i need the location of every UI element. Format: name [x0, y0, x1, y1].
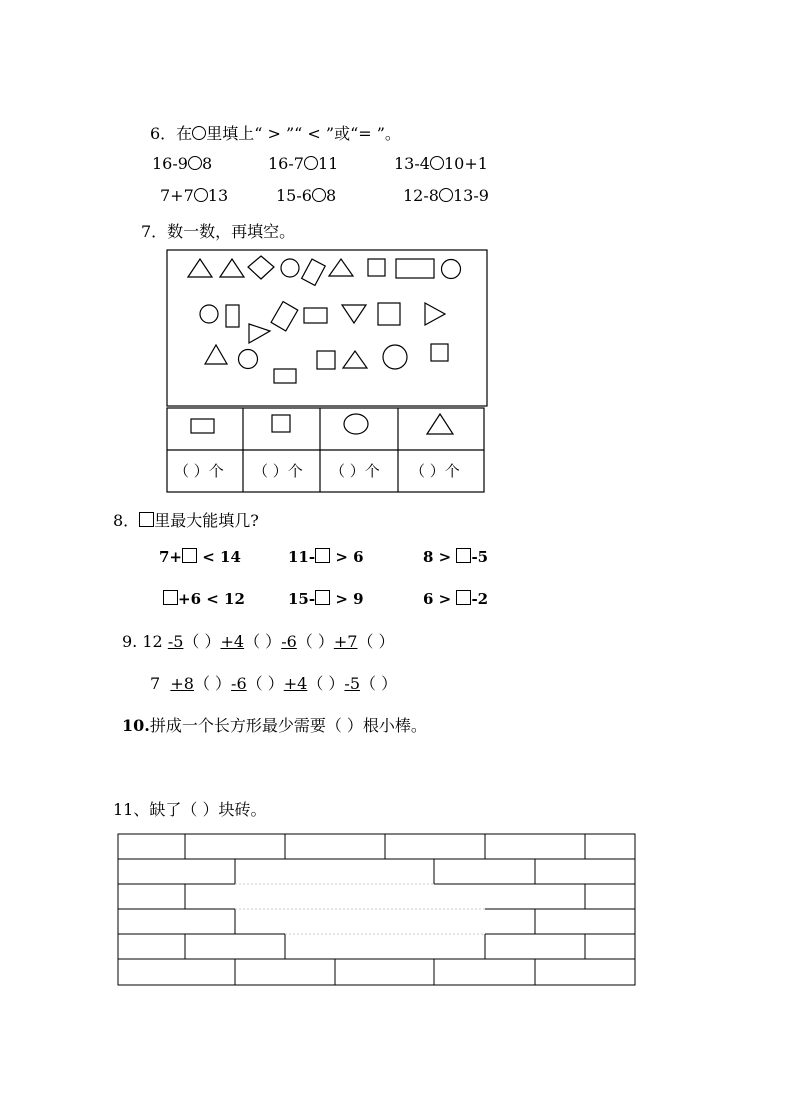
rectangle-shape — [396, 259, 434, 278]
q7-title: 7．数一数，再填空。 — [141, 222, 296, 241]
q9-start: 7 — [150, 674, 161, 693]
rectangle-shape — [226, 305, 239, 327]
q8-title-post: 里最大能填几? — [154, 511, 259, 530]
q6-title-post: 里填上“ > ”“ < ”或“= ”。 — [206, 124, 401, 143]
q9-op: -6 — [281, 632, 297, 651]
answer-box[interactable] — [182, 548, 197, 563]
square-icon — [272, 415, 290, 432]
circle-shape — [239, 350, 258, 369]
triangle-shape — [220, 259, 244, 277]
rectangle-shape — [274, 369, 296, 383]
count-blank[interactable]: （ ）个 — [330, 462, 380, 480]
q11-title: 11、缺了（ ）块砖。 — [113, 800, 267, 819]
q6-item-2: 16-7 11 — [268, 154, 339, 173]
q6-title-pre: 6．在 — [150, 124, 193, 143]
brick-wall-figure — [115, 832, 639, 988]
answer-box[interactable] — [163, 590, 178, 605]
q6-item-5: 15-6 8 — [276, 186, 337, 205]
triangle-shape — [188, 259, 212, 277]
circle-shape — [383, 345, 407, 369]
q9-blank[interactable]: （ ） — [183, 632, 221, 651]
square-shape — [378, 303, 400, 325]
answer-circle[interactable] — [194, 188, 208, 202]
q9-op: +4 — [220, 632, 245, 651]
q8-item-1: 7+ < 14 — [159, 548, 241, 566]
circle-shape — [281, 259, 299, 277]
count-blank[interactable]: （ ）个 — [174, 462, 224, 480]
square-shape — [317, 351, 335, 369]
q9-op: +8 — [170, 674, 194, 693]
circle-shape — [200, 305, 218, 323]
circle-shape — [442, 260, 461, 279]
square-icon — [139, 512, 154, 527]
q6-item-3: 13-4 10+1 — [394, 154, 488, 173]
q9-blank[interactable]: （ ） — [357, 632, 395, 651]
circle-icon — [344, 414, 368, 434]
q8-title-pre: 8． — [113, 511, 140, 530]
answer-circle[interactable] — [304, 156, 318, 170]
answer-box[interactable] — [456, 590, 471, 605]
answer-box[interactable] — [315, 548, 330, 563]
q9-row-2 — [150, 671, 397, 694]
triangle-icon — [427, 414, 453, 434]
diamond-square-shape — [248, 256, 274, 279]
square-shape — [431, 344, 448, 361]
q9-blank[interactable]: （ ） — [360, 674, 398, 693]
q9-op: -5 — [344, 674, 361, 693]
tilted-rectangle-shape — [271, 302, 298, 331]
answer-circle[interactable] — [439, 188, 453, 202]
q9-op: -6 — [231, 674, 247, 693]
q8-item-2: 11- > 6 — [288, 548, 364, 566]
q9-op: +7 — [333, 632, 358, 651]
q6-title — [150, 121, 401, 144]
triangle-shape — [329, 259, 353, 276]
answer-circle[interactable] — [188, 156, 202, 170]
q10 — [122, 713, 427, 736]
triangle-shape — [205, 345, 227, 364]
triangle-shape — [425, 303, 445, 325]
q6-item-4: 7+7 13 — [160, 186, 229, 205]
triangle-shape — [249, 324, 270, 343]
answer-box[interactable] — [456, 548, 471, 563]
rectangle-icon — [191, 419, 214, 433]
q8-title — [113, 508, 259, 531]
count-blank[interactable]: （ ）个 — [410, 462, 460, 480]
q8-item-3: 8 > -5 — [423, 548, 489, 566]
tilted-rectangle-shape — [302, 259, 326, 285]
q6-item-6: 12-8 13-9 — [403, 186, 489, 205]
q9-op: -5 — [167, 632, 184, 651]
circle-icon — [192, 126, 206, 140]
q9-blank[interactable]: （ ） — [296, 632, 334, 651]
answer-box[interactable] — [315, 590, 330, 605]
q7-shapes-figure — [160, 245, 495, 497]
q10-text: 拼成一个长方形最少需要（ ）根小棒。 — [149, 716, 427, 735]
q9-blank[interactable]: （ ） — [244, 632, 282, 651]
triangle-shape — [343, 351, 367, 368]
q9-blank[interactable]: （ ） — [246, 674, 284, 693]
q9-op: +4 — [283, 674, 308, 693]
triangle-shape — [342, 305, 366, 323]
answer-circle[interactable] — [430, 156, 444, 170]
count-blank[interactable]: （ ）个 — [253, 462, 303, 480]
q9-start: 9. 12 — [122, 632, 163, 651]
q8-item-5: 15- > 9 — [288, 590, 364, 608]
q9-blank[interactable]: （ ） — [307, 674, 345, 693]
q8-item-4: +6 < 12 — [163, 590, 245, 608]
answer-circle[interactable] — [312, 188, 326, 202]
q10-number: 10. — [122, 716, 150, 735]
rectangle-shape — [304, 308, 327, 323]
q9-row-1 — [122, 629, 395, 652]
q8-item-6: 6 > -2 — [423, 590, 489, 608]
shapes-frame — [167, 250, 487, 406]
q9-blank[interactable]: （ ） — [193, 674, 232, 693]
missing-bricks-area — [235, 884, 485, 934]
q6-item-1: 16-9 8 — [152, 154, 213, 173]
square-shape — [368, 259, 385, 276]
